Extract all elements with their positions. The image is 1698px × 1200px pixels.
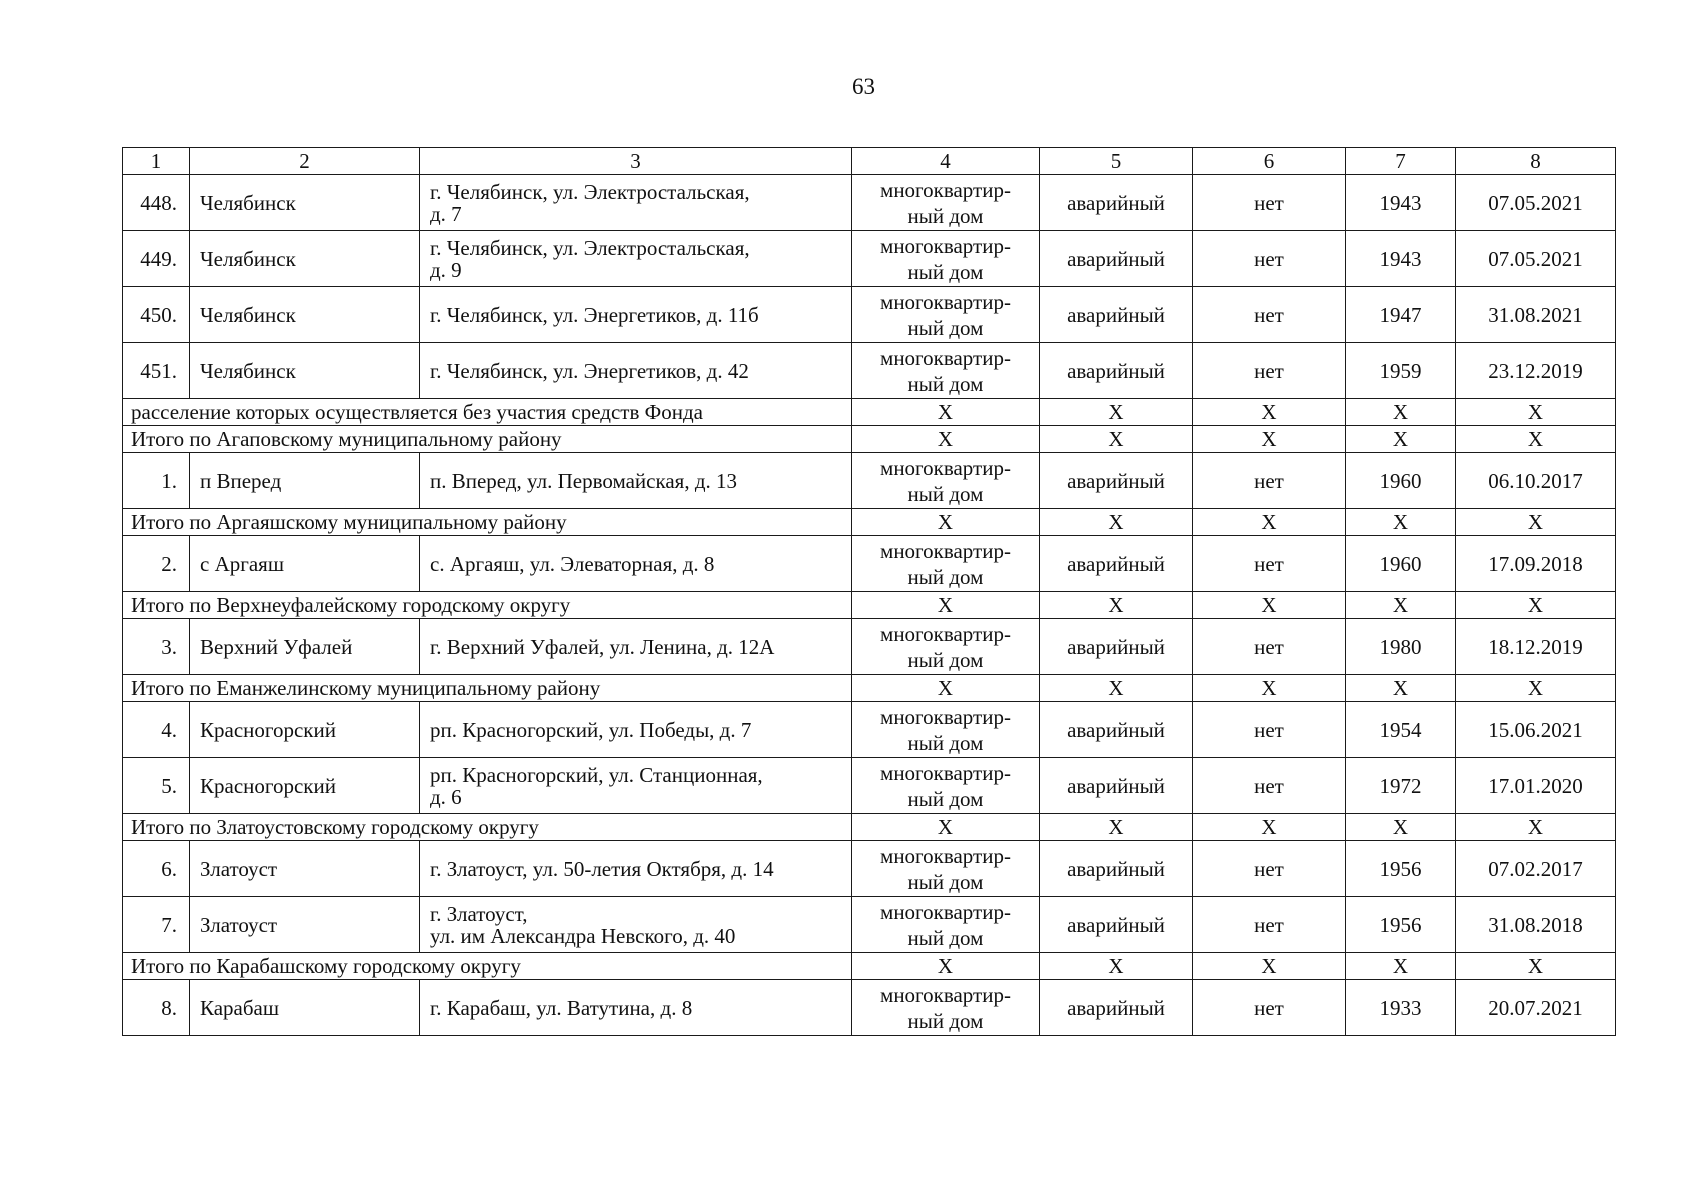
- subtotal-mark-cell: X: [1346, 426, 1456, 453]
- subtotal-label-cell: Итого по Аргаяшскому муниципальному району: [123, 509, 852, 536]
- date-cell: 07.05.2021: [1456, 175, 1616, 231]
- condition-cell: аварийный: [1040, 841, 1193, 897]
- flag-cell: нет: [1193, 175, 1346, 231]
- address-cell: [420, 343, 852, 399]
- address-line-2: д. 6: [430, 784, 462, 809]
- date-cell: 20.07.2021: [1456, 980, 1616, 1036]
- table-row: [123, 758, 1616, 814]
- column-header-5: 5: [1040, 148, 1193, 175]
- building-type-cell: [852, 453, 1040, 509]
- locality-cell: Верхний Уфалей: [190, 619, 420, 675]
- building-type-cell: [852, 231, 1040, 287]
- table-row: [123, 619, 1616, 675]
- table-row: [123, 343, 1616, 399]
- subtotal-mark-cell: X: [1346, 509, 1456, 536]
- subtotal-mark-cell: X: [852, 426, 1040, 453]
- building-type-line-1: многоквартир-: [880, 345, 1011, 370]
- flag-cell: нет: [1193, 287, 1346, 343]
- subtotal-mark-cell: X: [1040, 426, 1193, 453]
- locality-cell: с Аргаяш: [190, 536, 420, 592]
- locality-cell: Челябинск: [190, 175, 420, 231]
- year-cell: 1943: [1346, 231, 1456, 287]
- subtotal-mark-cell: X: [1193, 675, 1346, 702]
- building-type-line-1: многоквартир-: [880, 899, 1011, 924]
- subtotal-mark-cell: X: [1193, 509, 1346, 536]
- flag-cell: нет: [1193, 231, 1346, 287]
- building-type-cell: [852, 841, 1040, 897]
- date-cell: 17.01.2020: [1456, 758, 1616, 814]
- table-row: [123, 453, 1616, 509]
- page-number: 63: [852, 74, 875, 99]
- subtotal-mark-cell: X: [1040, 814, 1193, 841]
- locality-cell: Красногорский: [190, 758, 420, 814]
- condition-cell: аварийный: [1040, 980, 1193, 1036]
- locality-cell: Челябинск: [190, 343, 420, 399]
- column-header-4: 4: [852, 148, 1040, 175]
- flag-cell: нет: [1193, 897, 1346, 953]
- building-type-cell: [852, 287, 1040, 343]
- year-cell: 1933: [1346, 980, 1456, 1036]
- year-cell: 1943: [1346, 175, 1456, 231]
- locality-cell: Карабаш: [190, 980, 420, 1036]
- address-line-1: г. Златоуст,: [430, 901, 528, 926]
- year-cell: 1972: [1346, 758, 1456, 814]
- column-header-6: 6: [1193, 148, 1346, 175]
- table-row: [123, 536, 1616, 592]
- subtotal-mark-cell: X: [1456, 592, 1616, 619]
- flag-cell: нет: [1193, 619, 1346, 675]
- condition-cell: аварийный: [1040, 536, 1193, 592]
- building-type-cell: [852, 536, 1040, 592]
- condition-cell: аварийный: [1040, 175, 1193, 231]
- subtotal-label-cell: Итого по Верхнеуфалейскому городскому округу: [123, 592, 852, 619]
- date-cell: 31.08.2018: [1456, 897, 1616, 953]
- subtotal-mark-cell: X: [1456, 814, 1616, 841]
- condition-cell: аварийный: [1040, 453, 1193, 509]
- date-cell: 23.12.2019: [1456, 343, 1616, 399]
- building-type-line-1: многоквартир-: [880, 289, 1011, 314]
- address-cell: [420, 619, 852, 675]
- condition-cell: аварийный: [1040, 758, 1193, 814]
- building-type-line-2: ный дом: [907, 315, 984, 340]
- subtotal-label-cell: Итого по Еманжелинскому муниципальному району: [123, 675, 852, 702]
- subtotal-row: [123, 509, 1616, 536]
- year-cell: 1980: [1346, 619, 1456, 675]
- condition-cell: аварийный: [1040, 231, 1193, 287]
- locality-cell: Челябинск: [190, 231, 420, 287]
- address-line-1: г. Карабаш, ул. Ватутина, д. 8: [430, 995, 693, 1020]
- address-line-1: п. Вперед, ул. Первомайская, д. 13: [430, 468, 738, 493]
- table-row: [123, 702, 1616, 758]
- year-cell: 1954: [1346, 702, 1456, 758]
- column-header-7: 7: [1346, 148, 1456, 175]
- subtotal-mark-cell: X: [1346, 814, 1456, 841]
- address-cell: [420, 980, 852, 1036]
- row-number-cell: 6.: [123, 841, 190, 897]
- year-cell: 1947: [1346, 287, 1456, 343]
- column-header-3: 3: [420, 148, 852, 175]
- subtotal-mark-cell: X: [1456, 953, 1616, 980]
- building-type-line-1: многоквартир-: [880, 760, 1011, 785]
- address-cell: [420, 536, 852, 592]
- year-cell: 1956: [1346, 841, 1456, 897]
- building-type-line-1: многоквартир-: [880, 177, 1011, 202]
- subtotal-mark-cell: X: [852, 814, 1040, 841]
- date-cell: 07.02.2017: [1456, 841, 1616, 897]
- subtotal-label-cell: расселение которых осуществляется без участия средств Фонда: [123, 399, 852, 426]
- table-row: [123, 231, 1616, 287]
- subtotal-mark-cell: X: [1193, 399, 1346, 426]
- address-line-1: г. Челябинск, ул. Энергетиков, д. 42: [430, 358, 749, 383]
- subtotal-mark-cell: X: [1346, 592, 1456, 619]
- building-type-line-1: многоквартир-: [880, 538, 1011, 563]
- row-number-cell: 449.: [123, 231, 190, 287]
- date-cell: 17.09.2018: [1456, 536, 1616, 592]
- building-type-line-2: ный дом: [907, 564, 984, 589]
- flag-cell: нет: [1193, 980, 1346, 1036]
- subtotal-mark-cell: X: [1456, 426, 1616, 453]
- subtotal-mark-cell: X: [1193, 953, 1346, 980]
- column-header-8: 8: [1456, 148, 1616, 175]
- table-row: [123, 980, 1616, 1036]
- subtotal-mark-cell: X: [852, 509, 1040, 536]
- address-cell: [420, 231, 852, 287]
- year-cell: 1956: [1346, 897, 1456, 953]
- building-type-line-2: ный дом: [907, 730, 984, 755]
- flag-cell: нет: [1193, 453, 1346, 509]
- subtotal-mark-cell: X: [1346, 675, 1456, 702]
- building-type-cell: [852, 343, 1040, 399]
- subtotal-row: [123, 814, 1616, 841]
- subtotal-mark-cell: X: [1193, 426, 1346, 453]
- subtotal-mark-cell: X: [1346, 953, 1456, 980]
- subtotal-row: [123, 426, 1616, 453]
- subtotal-mark-cell: X: [1456, 509, 1616, 536]
- subtotal-label-cell: Итого по Агаповскому муниципальному району: [123, 426, 852, 453]
- subtotal-mark-cell: X: [1456, 675, 1616, 702]
- address-cell: [420, 897, 852, 953]
- address-line-1: с. Аргаяш, ул. Элеваторная, д. 8: [430, 551, 715, 576]
- subtotal-row: [123, 399, 1616, 426]
- subtotal-mark-cell: X: [1346, 399, 1456, 426]
- locality-cell: Златоуст: [190, 897, 420, 953]
- year-cell: 1960: [1346, 453, 1456, 509]
- address-line-2: д. 7: [430, 201, 462, 226]
- subtotal-mark-cell: X: [852, 675, 1040, 702]
- address-line-1: г. Челябинск, ул. Электростальская,: [430, 179, 750, 204]
- address-line-1: г. Челябинск, ул. Электростальская,: [430, 235, 750, 260]
- subtotal-label-cell: Итого по Карабашскому городскому округу: [123, 953, 852, 980]
- subtotal-row: [123, 675, 1616, 702]
- date-cell: 06.10.2017: [1456, 453, 1616, 509]
- locality-cell: Златоуст: [190, 841, 420, 897]
- address-line-1: рп. Красногорский, ул. Станционная,: [430, 762, 763, 787]
- flag-cell: нет: [1193, 841, 1346, 897]
- building-type-line-1: многоквартир-: [880, 982, 1011, 1007]
- date-cell: 15.06.2021: [1456, 702, 1616, 758]
- building-type-line-2: ный дом: [907, 925, 984, 950]
- row-number-cell: 4.: [123, 702, 190, 758]
- condition-cell: аварийный: [1040, 619, 1193, 675]
- row-number-cell: 1.: [123, 453, 190, 509]
- row-number-cell: 2.: [123, 536, 190, 592]
- building-type-cell: [852, 980, 1040, 1036]
- subtotal-mark-cell: X: [1040, 675, 1193, 702]
- subtotal-mark-cell: X: [1456, 399, 1616, 426]
- address-cell: [420, 453, 852, 509]
- locality-cell: п Вперед: [190, 453, 420, 509]
- condition-cell: аварийный: [1040, 343, 1193, 399]
- address-cell: [420, 175, 852, 231]
- address-line-2: ул. им Александра Невского, д. 40: [430, 923, 736, 948]
- column-header-row: [123, 148, 1616, 175]
- subtotal-row: [123, 592, 1616, 619]
- row-number-cell: 448.: [123, 175, 190, 231]
- subtotal-row: [123, 953, 1616, 980]
- date-cell: 18.12.2019: [1456, 619, 1616, 675]
- condition-cell: аварийный: [1040, 897, 1193, 953]
- column-header-1: 1: [123, 148, 190, 175]
- building-type-line-2: ный дом: [907, 203, 984, 228]
- condition-cell: аварийный: [1040, 702, 1193, 758]
- building-type-line-1: многоквартир-: [880, 455, 1011, 480]
- subtotal-mark-cell: X: [1193, 814, 1346, 841]
- address-line-1: г. Верхний Уфалей, ул. Ленина, д. 12А: [430, 634, 775, 659]
- table-row: [123, 287, 1616, 343]
- table-row: [123, 175, 1616, 231]
- table-row: [123, 897, 1616, 953]
- building-type-cell: [852, 619, 1040, 675]
- flag-cell: нет: [1193, 536, 1346, 592]
- table-row: [123, 841, 1616, 897]
- row-number-cell: 8.: [123, 980, 190, 1036]
- subtotal-mark-cell: X: [852, 592, 1040, 619]
- building-type-line-2: ный дом: [907, 869, 984, 894]
- locality-cell: Челябинск: [190, 287, 420, 343]
- column-header-2: 2: [190, 148, 420, 175]
- building-type-line-2: ный дом: [907, 481, 984, 506]
- locality-cell: Красногорский: [190, 702, 420, 758]
- subtotal-mark-cell: X: [852, 399, 1040, 426]
- building-type-line-2: ный дом: [907, 647, 984, 672]
- building-type-line-1: многоквартир-: [880, 704, 1011, 729]
- row-number-cell: 450.: [123, 287, 190, 343]
- building-type-line-1: многоквартир-: [880, 233, 1011, 258]
- address-line-1: г. Челябинск, ул. Энергетиков, д. 11б: [430, 302, 759, 327]
- building-type-line-2: ный дом: [907, 786, 984, 811]
- date-cell: 07.05.2021: [1456, 231, 1616, 287]
- subtotal-mark-cell: X: [1040, 509, 1193, 536]
- flag-cell: нет: [1193, 702, 1346, 758]
- address-line-2: д. 9: [430, 257, 462, 282]
- building-type-line-2: ный дом: [907, 371, 984, 396]
- subtotal-mark-cell: X: [1040, 953, 1193, 980]
- subtotal-mark-cell: X: [852, 953, 1040, 980]
- flag-cell: нет: [1193, 758, 1346, 814]
- condition-cell: аварийный: [1040, 287, 1193, 343]
- subtotal-label-cell: Итого по Златоустовскому городскому округу: [123, 814, 852, 841]
- building-type-cell: [852, 175, 1040, 231]
- flag-cell: нет: [1193, 343, 1346, 399]
- building-type-cell: [852, 702, 1040, 758]
- row-number-cell: 5.: [123, 758, 190, 814]
- building-type-line-2: ный дом: [907, 259, 984, 284]
- row-number-cell: 451.: [123, 343, 190, 399]
- row-number-cell: 3.: [123, 619, 190, 675]
- subtotal-mark-cell: X: [1040, 399, 1193, 426]
- year-cell: 1959: [1346, 343, 1456, 399]
- subtotal-mark-cell: X: [1193, 592, 1346, 619]
- building-type-line-1: многоквартир-: [880, 621, 1011, 646]
- housing-register-table: [122, 147, 1616, 1036]
- row-number-cell: 7.: [123, 897, 190, 953]
- year-cell: 1960: [1346, 536, 1456, 592]
- building-type-line-2: ный дом: [907, 1008, 984, 1033]
- address-cell: [420, 287, 852, 343]
- address-line-1: г. Златоуст, ул. 50-летия Октября, д. 14: [430, 856, 774, 881]
- subtotal-mark-cell: X: [1040, 592, 1193, 619]
- address-cell: [420, 841, 852, 897]
- address-line-1: рп. Красногорский, ул. Победы, д. 7: [430, 717, 752, 742]
- table-body: [123, 148, 1616, 1036]
- address-cell: [420, 702, 852, 758]
- building-type-cell: [852, 897, 1040, 953]
- address-cell: [420, 758, 852, 814]
- building-type-line-1: многоквартир-: [880, 843, 1011, 868]
- date-cell: 31.08.2021: [1456, 287, 1616, 343]
- building-type-cell: [852, 758, 1040, 814]
